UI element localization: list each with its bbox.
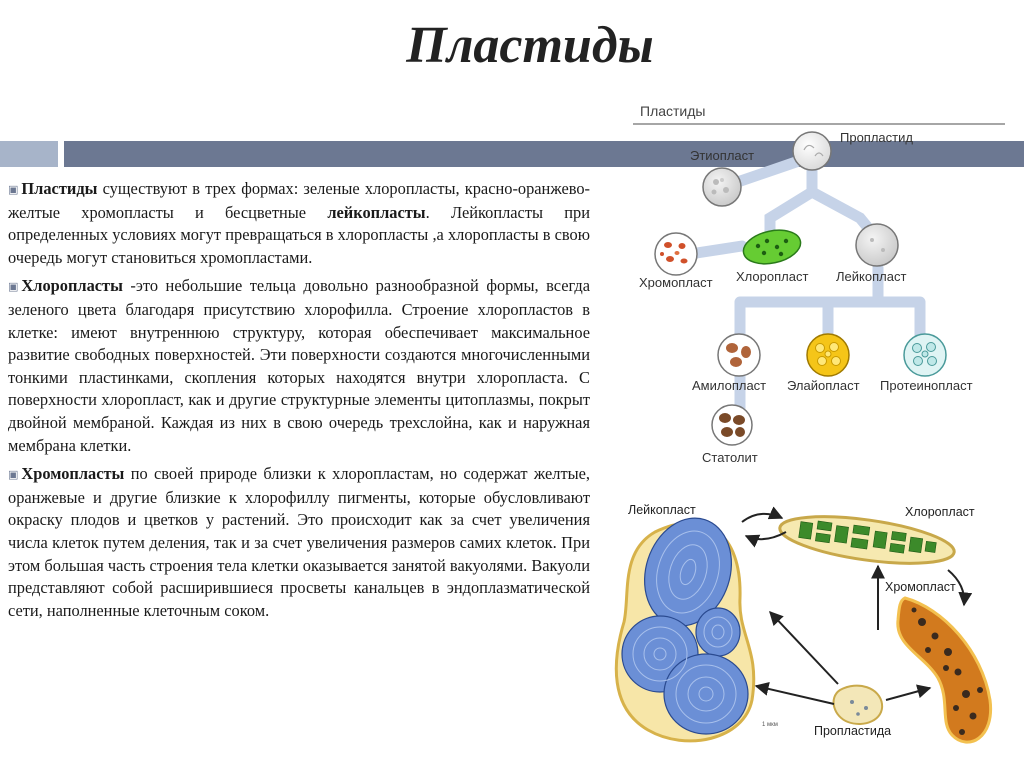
elaioplast-label: Элайопласт [787, 378, 860, 393]
amyloplast-cell [718, 334, 760, 376]
paragraph-chromoplasts: ▣ Хромопласты по своей природе близки к хлоропластам, но содержат желтые, оранжевые и другие близкие к хлорофиллу пигменты, которые обусловливают окраску плодов и цветков у растений. Это происходит как за счет увеличения числа клеток путем деления, так и за счет увеличения размеров самих клеток. При этом большая часть строения тела клетки оказывается занятой вакуолями. Вакуоли представляют собой расширившиеся просветы канальцев в эндоплазматической сети, наполненные клеточным соком. [8, 464, 590, 620]
chromoplast-body [898, 598, 991, 742]
amyloplast-starch-body [616, 507, 753, 741]
leucoplast-label: Лейкопласт [836, 269, 907, 284]
plastid-figures [600, 92, 1024, 767]
cycle-proplastid-label: Пропластида [814, 724, 892, 738]
accent-bar-left [0, 141, 58, 167]
square-bullet-icon: ▣ [8, 184, 19, 196]
proteinoplast-label: Протеинопласт [880, 378, 973, 393]
statolith-cell [712, 405, 752, 445]
paragraph-plastids: ▣ Пластиды существуют в трех формах: зеленые хлоропласты, красно-оранжево-желтые хромопласты и бесцветные лейкопласты. Лейкопласты при определенных условиях могут превращаться в хлоропласты ,а хлоропласты в свою очередь могут становиться хромопластами. [8, 179, 591, 267]
proplastid-small [834, 686, 883, 724]
proteinoplast-cell [904, 334, 946, 376]
amyloplast-label: Амилопласт [692, 378, 767, 393]
chloroplast-label: Хлоропласт [736, 269, 809, 284]
cycle-chloroplast-label: Хлоропласт [905, 505, 975, 519]
leucoplast-cell [856, 224, 898, 266]
diagram-heading: Пластиды [640, 103, 706, 119]
chromoplast-label: Хромопласт [639, 275, 713, 290]
chloroplast-cell [740, 225, 803, 268]
cycle-leucoplast-label: Лейкопласт [628, 503, 696, 517]
square-bullet-icon: ▣ [8, 281, 19, 294]
cycle-scale-label: 1 мкм [762, 722, 778, 728]
etioplast-label: Этиопласт [690, 148, 755, 163]
proplastid-label: Пропластид [840, 130, 913, 145]
paragraph-chloroplasts: ▣ Хлоропласты -это небольшие тельца довольно разнообразной формы, всегда зеленого цвета благодаря присутствию хлорофилла. Строение хлоропластов в клетке: имеют внутреннюю структуру, которая обеспечивает максимальное развитие свободных поверхностей. Эти поверхности создаются многочисленными тонкими пластинками, скопления которых находятся внутри хлоропласта. С поверхности хлоропласт, как и другие структурные элементы цитоплазмы, покрыт двойной мембраной. Каждая из них в свою очередь трехслойна, как и наружная мембрана клетки. [8, 276, 590, 455]
body-text [8, 178, 590, 628]
cycle-chromoplast-label: Хромопласт [885, 580, 956, 594]
etioplast-cell [703, 168, 741, 206]
page-title: Пластиды [406, 17, 654, 74]
chromoplast-cell [655, 233, 697, 275]
proplastid-cell [793, 132, 831, 170]
square-bullet-icon: ▣ [8, 469, 19, 482]
elaioplast-cell [807, 334, 849, 376]
statolith-label: Статолит [702, 450, 758, 465]
